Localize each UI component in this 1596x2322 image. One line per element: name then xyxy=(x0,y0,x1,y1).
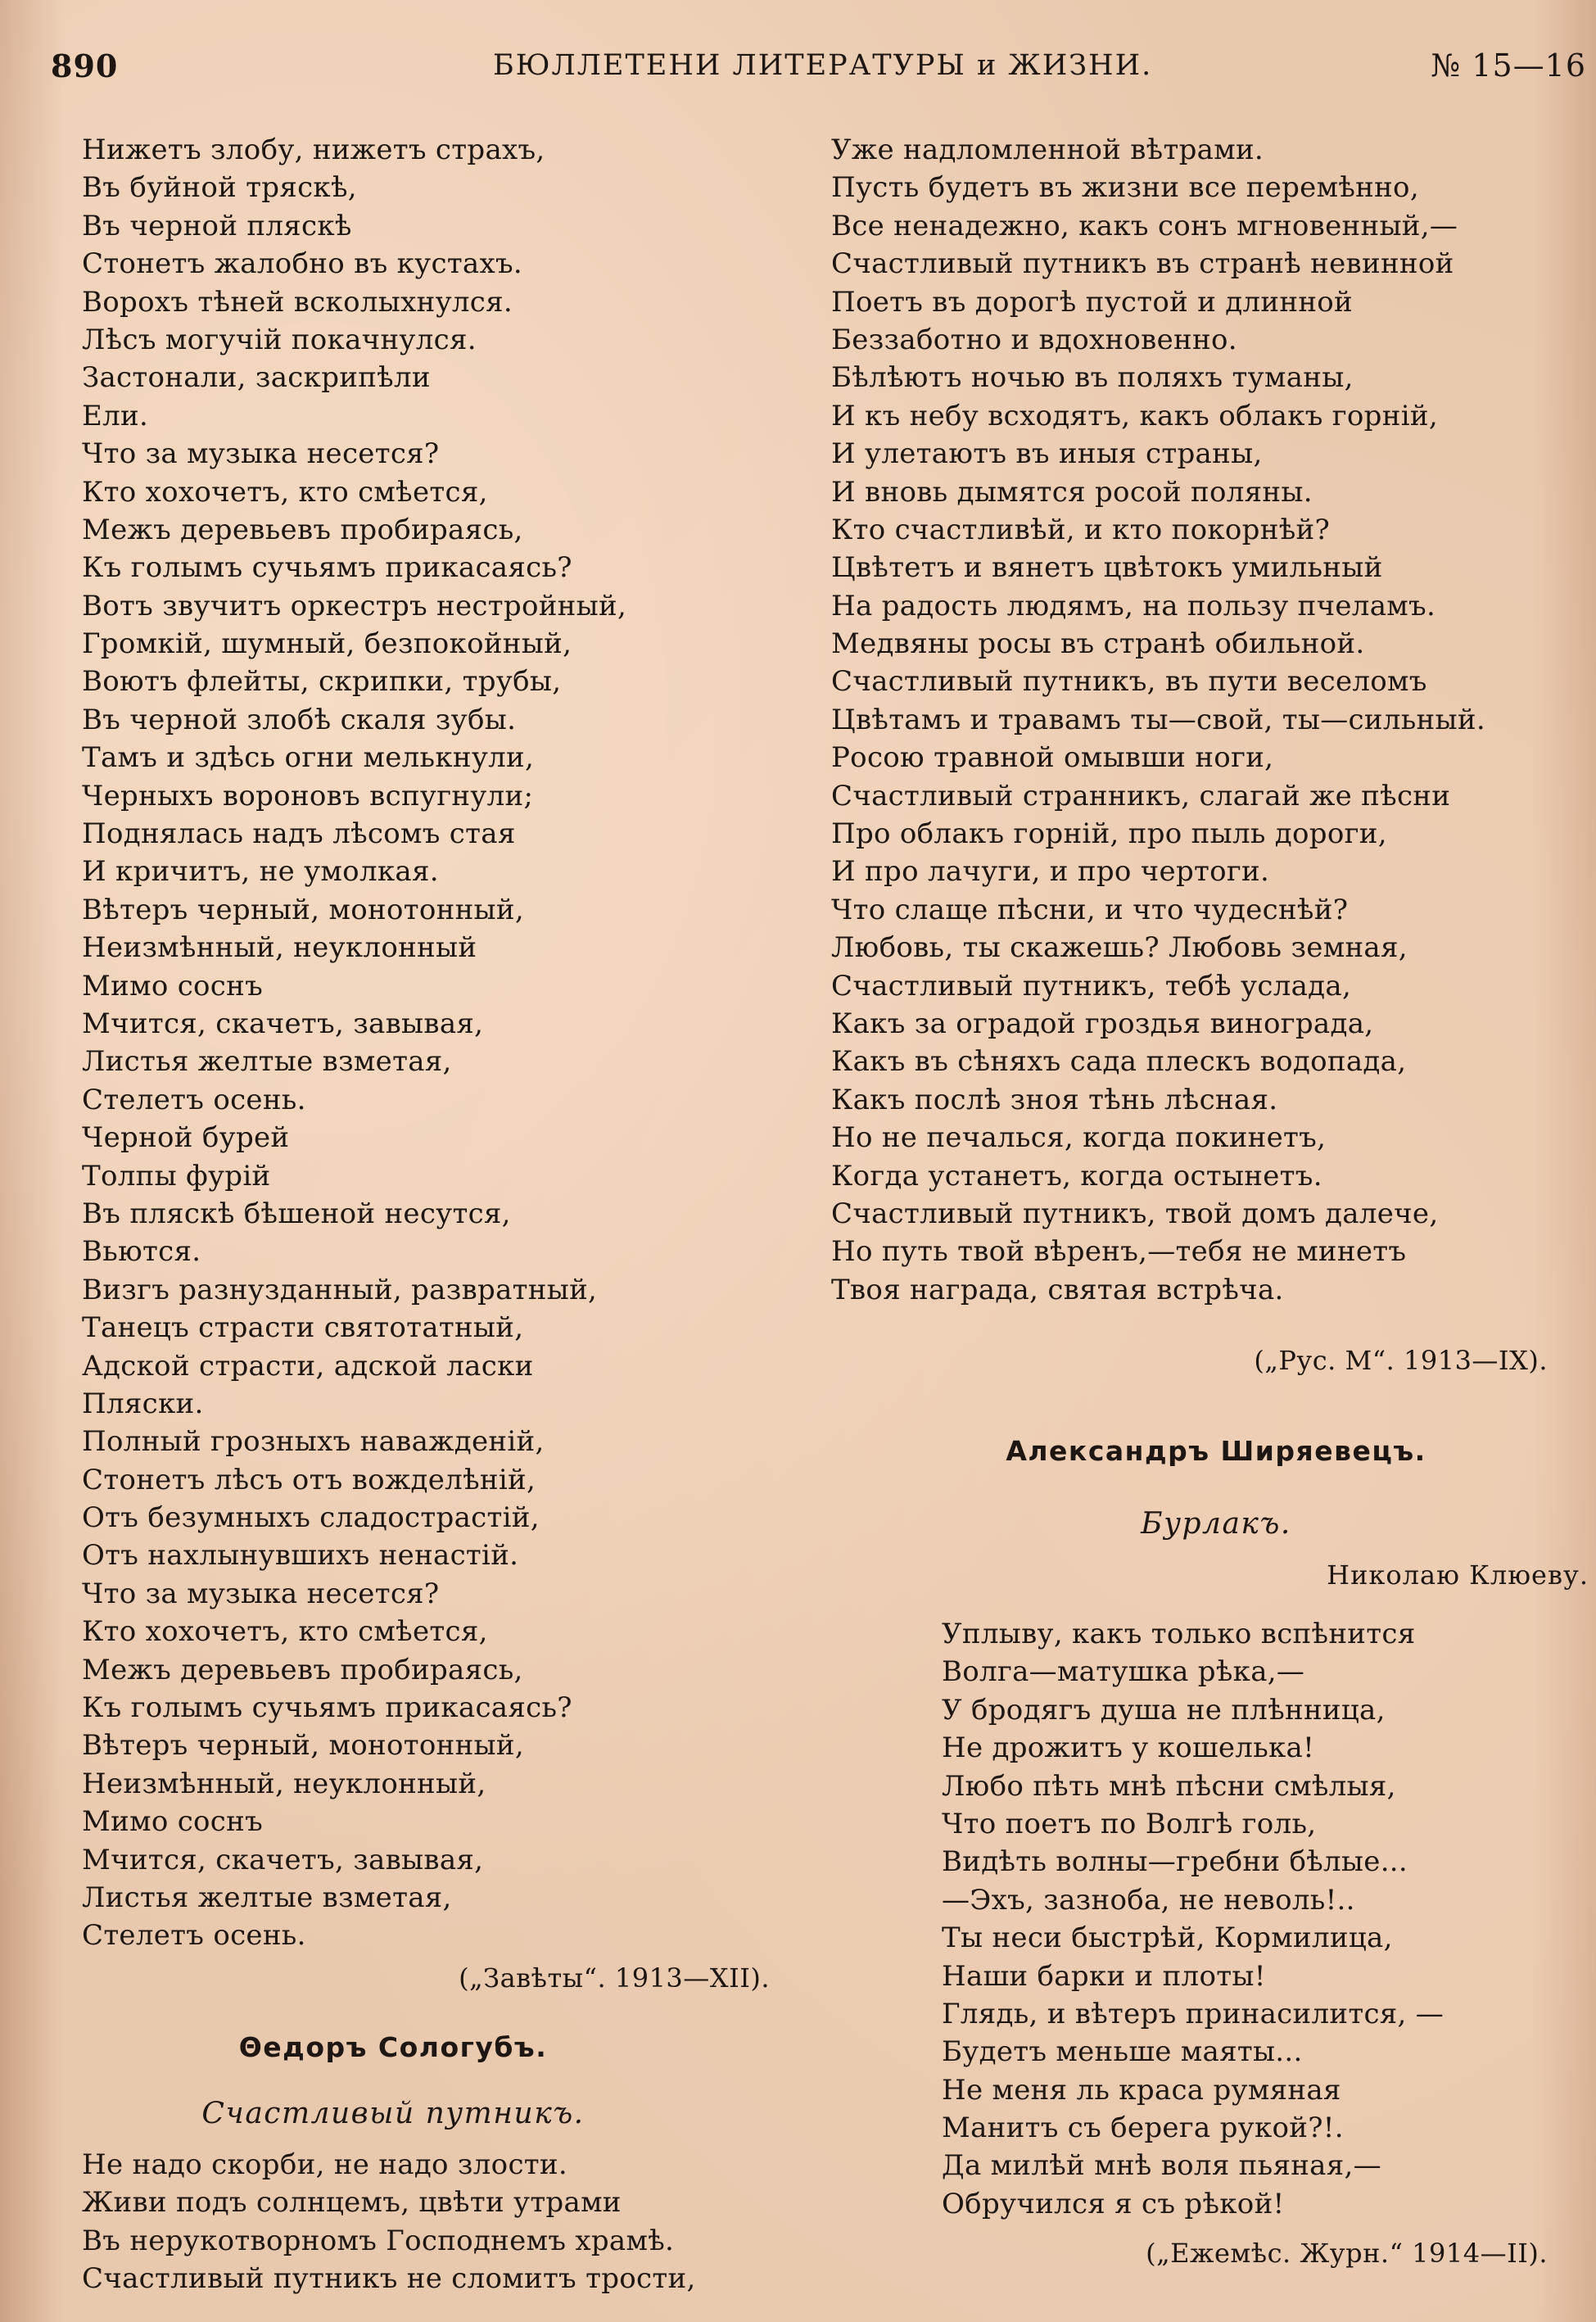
poem-line: Бѣлѣютъ ночью въ поляхъ туманы, xyxy=(831,361,1354,395)
poem-line: Видѣть волны—гребни бѣлые... xyxy=(942,1845,1408,1879)
poem-line: Волга—матушка рѣка,— xyxy=(942,1655,1305,1689)
burlak-poem xyxy=(942,1615,1564,2223)
poem-line: И кричитъ, не умолкая. xyxy=(82,855,439,889)
left-column xyxy=(82,131,786,1955)
poem-line: Къ голымъ сучьямъ прикасаясь? xyxy=(82,551,572,585)
poem-line: Не дрожитъ у кошелька! xyxy=(942,1731,1315,1765)
poem-title-burlak: Бурлакъ. xyxy=(1141,1507,1291,1541)
poem-line: Отъ безумныхъ сладострастій, xyxy=(82,1501,540,1535)
poem-line: Поетъ въ дорогѣ пустой и длинной xyxy=(831,285,1354,319)
poem-line: Стонетъ жалобно въ кустахъ. xyxy=(82,247,523,281)
left-column-continuation xyxy=(82,2146,786,2298)
poem-line: Счастливый путникъ, въ пути веселомъ xyxy=(831,665,1427,699)
poem-line: Какъ въ сѣняхъ сада плескъ водопада, xyxy=(831,1045,1407,1079)
page-header xyxy=(51,48,1586,88)
poem-line: Вьются. xyxy=(82,1235,201,1269)
poem-line: Вѣтеръ черный, монотонный, xyxy=(82,1729,524,1763)
poem-line: Къ голымъ сучьямъ прикасаясь? xyxy=(82,1691,572,1725)
poem-line: Наши барки и плоты! xyxy=(942,1959,1266,1993)
source-citation-left: („Завѣты“. 1913—XII). xyxy=(459,1962,770,1994)
poem-line: И вновь дымятся росой поляны. xyxy=(831,475,1313,509)
poem-line: Живи подъ солнцемъ, цвѣти утрами xyxy=(82,2186,622,2220)
poem-line: Въ буйной тряскѣ, xyxy=(82,171,357,205)
poem-line: Что за музыка несется? xyxy=(82,1577,440,1610)
poem-line: На радость людямъ, на пользу пчеламъ. xyxy=(831,589,1436,622)
poem-line: Ели. xyxy=(82,399,149,432)
poem-line: Пляски. xyxy=(82,1387,204,1420)
poem-line: Мчится, скачетъ, завывая, xyxy=(82,1007,484,1040)
poem-lines-left xyxy=(82,131,786,1955)
poem-line: Межъ деревьевъ пробираясь, xyxy=(82,1653,523,1686)
poem-line: Счастливый странникъ, слагай же пѣсни xyxy=(831,779,1451,812)
poem-line: Любовь, ты скажешь? Любовь земная, xyxy=(831,931,1408,965)
poem-line: Какъ послѣ зноя тѣнь лѣсная. xyxy=(831,1083,1278,1116)
poem-line: Росою травной омывши ноги, xyxy=(831,741,1274,775)
poem-line: Ворохъ тѣней всколыхнулся. xyxy=(82,285,513,319)
poem-line: Да милѣй мнѣ воля пьяная,— xyxy=(942,2149,1381,2183)
poem-line: Кто хохочетъ, кто смѣется, xyxy=(82,475,488,509)
poem-line: Листья желтые взметая, xyxy=(82,1881,452,1914)
poem-line: Полный грозныхъ наважденій, xyxy=(82,1425,545,1459)
poem-line: И къ небу всходятъ, какъ облакъ горній, xyxy=(831,399,1438,432)
poem-line: Кто хохочетъ, кто смѣется, xyxy=(82,1615,488,1649)
poem-line: Громкій, шумный, безпокойный, xyxy=(82,627,572,661)
poem-line: Но путь твой вѣренъ,—тебя не минетъ xyxy=(831,1235,1407,1269)
poem-line: Счастливый путникъ въ странѣ невинной xyxy=(831,247,1454,281)
poem-line: Мимо соснъ xyxy=(82,969,264,1003)
poem-line: Неизмѣнный, неуклонный xyxy=(82,931,477,965)
poem-line: И улетаютъ въ иныя страны, xyxy=(831,437,1263,471)
poem-line: Ты неси быстрѣй, Кормилица, xyxy=(942,1921,1393,1955)
poem-line: Нижетъ злобу, нижетъ страхъ, xyxy=(82,134,545,166)
author-name-shiryaevets: Александръ Ширяевецъ. xyxy=(1006,1435,1426,1467)
poem-line: Счастливый путникъ, тебѣ услада, xyxy=(831,969,1352,1003)
poem-line: Вѣтеръ черный, монотонный, xyxy=(82,893,524,926)
poem-line: Цвѣтамъ и травамъ ты—свой, ты—сильный. xyxy=(831,703,1485,736)
poem-line: Будетъ меньше маяты... xyxy=(942,2035,1303,2069)
poem-line: Беззаботно и вдохновенно. xyxy=(831,323,1237,356)
issue-number: № 15—16 xyxy=(1431,48,1586,84)
poem-line: Что поетъ по Волгѣ голь, xyxy=(942,1807,1317,1840)
poem-line: Стелетъ осень. xyxy=(82,1083,306,1116)
poem-line: Не надо скорби, не надо злости. xyxy=(82,2148,567,2181)
poem-line: Поднялась надъ лѣсомъ стая xyxy=(82,817,516,851)
running-title: БЮЛЛЕТЕНИ ЛИТЕРАТУРЫ и ЖИЗНИ. xyxy=(493,49,1153,82)
poem-line: Въ пляскѣ бѣшеной несутся, xyxy=(82,1197,511,1230)
poem-line: Танецъ страсти святотатный, xyxy=(82,1311,524,1345)
poem-line: Кто счастливѣй, и кто покорнѣй? xyxy=(831,513,1330,546)
poem-line: Счастливый путникъ не сломитъ трости, xyxy=(82,2262,696,2296)
poem-line: Тамъ и здѣсь огни мелькнули, xyxy=(82,741,535,775)
poem-line: Листья желтые взметая, xyxy=(82,1045,452,1079)
poem-line: Въ нерукотворномъ Господнемъ храмѣ. xyxy=(82,2224,675,2257)
poem-line: Любо пѣть мнѣ пѣсни смѣлыя, xyxy=(942,1769,1396,1803)
poem-line: Но не печалься, когда покинетъ, xyxy=(831,1121,1327,1155)
poem-line: Въ черной злобѣ скаля зубы. xyxy=(82,703,517,736)
poem-line: Визгъ разнузданный, развратный, xyxy=(82,1273,598,1306)
poem-lines-sologub-start xyxy=(82,2146,786,2298)
poem-line: Какъ за оградой гроздья винограда, xyxy=(831,1007,1374,1040)
poem-line: Когда устанетъ, когда остынетъ. xyxy=(831,1159,1322,1193)
poem-line: И про лачуги, и про чертоги. xyxy=(831,855,1270,889)
poem-line: Мчится, скачетъ, завывая, xyxy=(82,1843,484,1876)
poem-line: У бродягъ душа не плѣнница, xyxy=(942,1693,1386,1727)
dedication: Николаю Клюеву. xyxy=(1327,1559,1589,1591)
poem-line: Медвяны росы въ странѣ обильной. xyxy=(831,627,1365,661)
poem-line: Застонали, заскрипѣли xyxy=(82,361,431,395)
poem-lines-right xyxy=(831,131,1585,1309)
poem-line: Въ черной пляскѣ xyxy=(82,209,352,242)
poem-line: Черныхъ вороновъ вспугнули; xyxy=(82,779,534,812)
poem-line: Отъ нахлынувшихъ ненастій. xyxy=(82,1539,519,1573)
poem-line: —Эхъ, зазноба, не неволь!.. xyxy=(942,1883,1355,1917)
poem-line: Твоя награда, святая встрѣча. xyxy=(831,1273,1284,1306)
poem-line: Счастливый путникъ, твой домъ далече, xyxy=(831,1197,1439,1230)
poem-line: Глядь, и вѣтеръ принасилится, — xyxy=(942,1997,1445,2030)
source-citation-final: („Ежемѣс. Журн.“ 1914—II). xyxy=(1146,2238,1548,2269)
poem-line: Стелетъ осень. xyxy=(82,1919,306,1953)
poem-line: Про облакъ горній, про пыль дороги, xyxy=(831,817,1387,851)
poem-line: Стонетъ лѣсъ отъ вожделѣній, xyxy=(82,1463,536,1496)
poem-line: Не меня ль краса румяная xyxy=(942,2073,1341,2107)
poem-line: Уже надломленной вѣтрами. xyxy=(831,134,1264,166)
poem-line: Лѣсъ могучій покачнулся. xyxy=(82,323,477,356)
poem-line: Черной бурей xyxy=(82,1121,290,1155)
poem-line: Обручился я съ рѣкой! xyxy=(942,2187,1285,2220)
poem-line: Вотъ звучитъ оркестръ нестройный, xyxy=(82,589,627,622)
poem-line: Цвѣтетъ и вянетъ цвѣтокъ умильный xyxy=(831,551,1383,585)
poem-lines-burlak xyxy=(942,1615,1564,2223)
poem-line: Адской страсти, адской ласки xyxy=(82,1349,534,1383)
poem-line: Неизмѣнный, неуклонный, xyxy=(82,1767,486,1800)
poem-line: Манитъ съ берега рукой?!. xyxy=(942,2112,1344,2145)
poem-line: Мимо соснъ xyxy=(82,1805,264,1839)
poem-line: Все ненадежно, какъ сонъ мгновенный,— xyxy=(831,209,1458,242)
poem-line: Межъ деревьевъ пробираясь, xyxy=(82,513,523,546)
author-name-sologub: Θедоръ Сологубъ. xyxy=(238,2031,548,2063)
page-number: 890 xyxy=(51,48,119,84)
poem-title-happy-wanderer: Счастливый путникъ. xyxy=(201,2097,585,2130)
poem-line: Уплыву, какъ только вспѣнится xyxy=(942,1618,1416,1650)
right-column xyxy=(831,131,1585,1309)
poem-line: Воютъ флейты, скрипки, трубы, xyxy=(82,665,562,699)
poem-line: Что слаще пѣсни, и что чудеснѣй? xyxy=(831,893,1349,926)
poem-line: Пусть будетъ въ жизни все перемѣнно, xyxy=(831,171,1419,205)
source-citation-right: („Рус. М“. 1913—IX). xyxy=(1254,1345,1548,1376)
poem-line: Что за музыка несется? xyxy=(82,437,440,471)
poem-line: Толпы фурій xyxy=(82,1159,271,1193)
